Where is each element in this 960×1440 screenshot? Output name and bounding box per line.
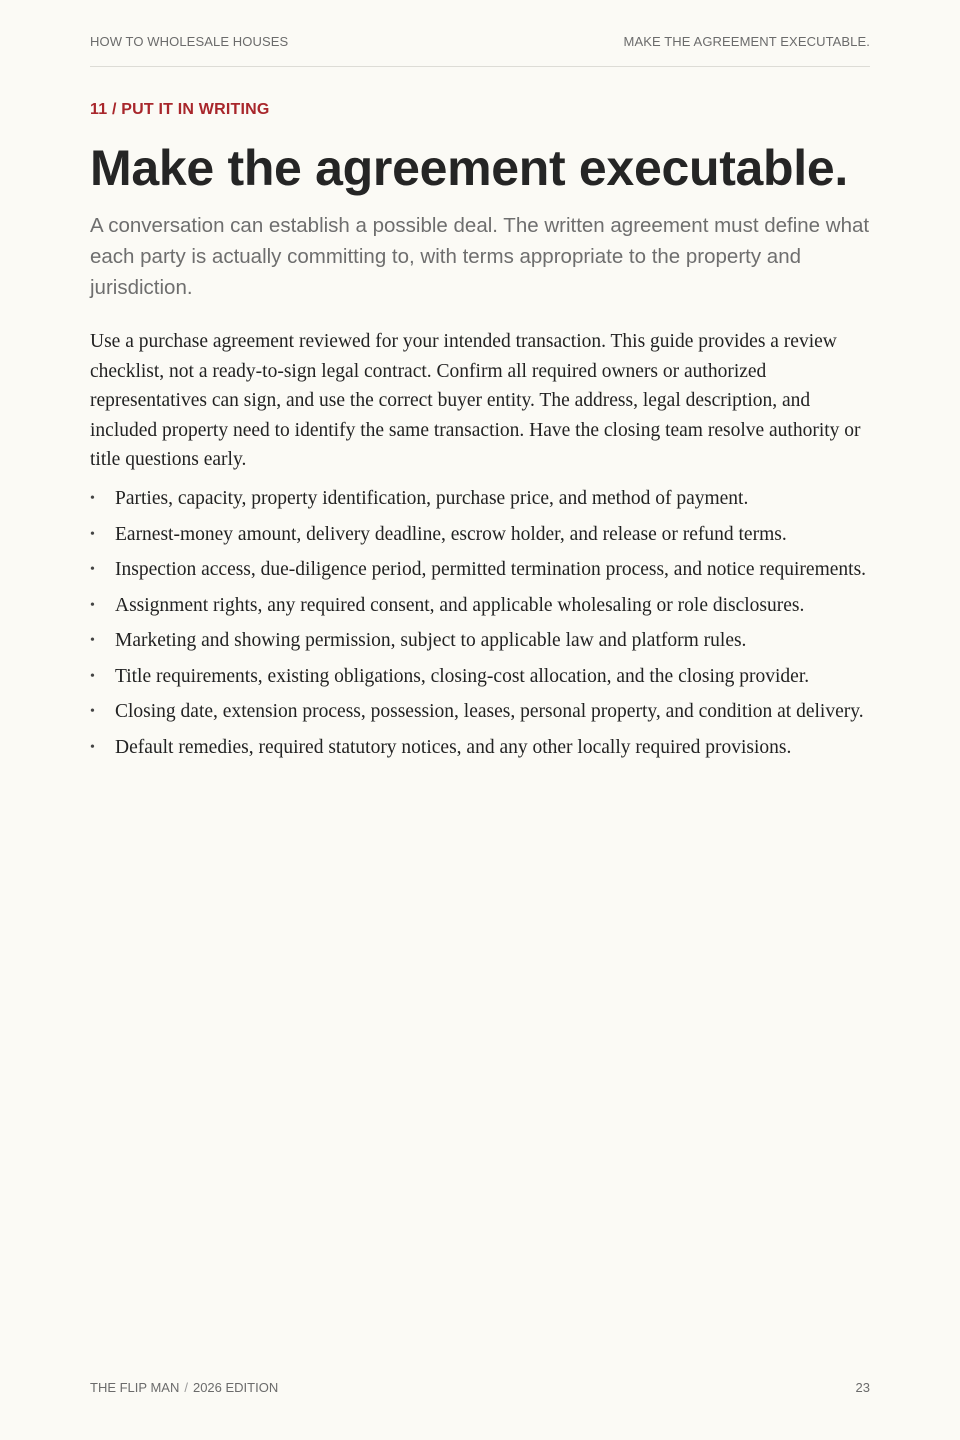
bullet-icon: • <box>90 597 95 613</box>
list-item-text: Closing date, extension process, possession, leases, personal property, and condition at delivery. <box>115 701 864 722</box>
list-item-text: Earnest-money amount, delivery deadline, escrow holder, and release or refund terms. <box>115 523 787 545</box>
publisher-name: THE FLIP MAN <box>90 1380 180 1395</box>
list-item <box>90 662 870 692</box>
review-checklist <box>90 484 870 768</box>
bullet-icon: • <box>90 526 95 542</box>
bullet-icon: • <box>90 562 95 577</box>
lede-paragraph: A conversation can establish a possible deal. The written agreement must define what each party is actually committing to, with terms appropriate to the property and jurisdiction. <box>90 214 870 299</box>
list-item <box>90 555 870 585</box>
list-item <box>90 626 870 656</box>
body-paragraph: Use a purchase agreement reviewed for your intended transaction. This guide provides a review checklist, not a ready-to-sign legal contract. Confirm all required owners or authorized representatives can sign, and use the correct buyer entity. The address, legal description, and included property need to identify the same transaction. Have the closing team resolve authority or title questions early. <box>90 331 861 470</box>
list-item <box>90 484 870 514</box>
footer-edition-line <box>90 1380 278 1395</box>
list-item-text: Assignment rights, any required consent, and applicable wholesaling or role disclosures. <box>115 594 805 616</box>
list-item <box>90 697 870 727</box>
list-item-text: Inspection access, due-diligence period, permitted termination process, and notice requirements. <box>115 559 867 580</box>
list-item <box>90 520 870 550</box>
section-kicker: 11 / PUT IT IN WRITING <box>90 101 270 118</box>
edition-label: 2026 EDITION <box>192 1380 279 1395</box>
bullet-icon: • <box>90 704 95 719</box>
chapter-title: MAKE THE AGREEMENT EXECUTABLE. <box>623 34 870 49</box>
bullet-icon: • <box>90 491 95 506</box>
list-item-text: Parties, capacity, property identification, purchase price, and method of payment. <box>115 488 749 509</box>
page-number: 23 <box>855 1380 870 1395</box>
bullet-icon: • <box>90 739 95 755</box>
running-header <box>90 32 870 67</box>
page-title: Make the agreement executable. <box>90 140 848 196</box>
footer-separator: / <box>184 1380 188 1395</box>
list-item <box>90 733 870 763</box>
book-title: HOW TO WHOLESALE HOUSES <box>90 34 289 49</box>
list-item-text: Title requirements, existing obligations, closing-cost allocation, and the closing provider. <box>115 665 810 687</box>
list-item <box>90 591 870 621</box>
document-page <box>90 0 870 1440</box>
list-item-text: Default remedies, required statutory notices, and any other locally required provisions. <box>115 736 792 758</box>
bullet-icon: • <box>90 668 95 684</box>
list-item-text: Marketing and showing permission, subject to applicable law and platform rules. <box>115 630 747 651</box>
bullet-icon: • <box>90 633 95 648</box>
